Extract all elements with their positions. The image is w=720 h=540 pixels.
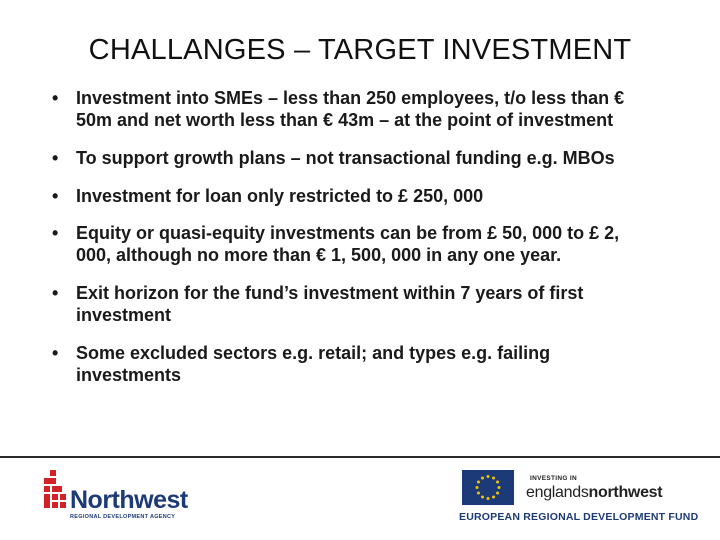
bullet-item bbox=[52, 282, 652, 326]
bullet-text: Investment into SMEs – less than 250 employees, t/o less than € 50m and net worth less than € 43m – at the point of investment bbox=[76, 88, 625, 130]
bullet-dot: • bbox=[52, 223, 59, 243]
eu-star-icon bbox=[492, 496, 495, 499]
eu-star-icon bbox=[481, 496, 484, 499]
footer-divider bbox=[0, 456, 720, 458]
bullet-item bbox=[52, 147, 652, 169]
northwest-rda-logo bbox=[44, 470, 188, 525]
bullet-item bbox=[52, 222, 652, 266]
eu-star-icon bbox=[477, 481, 480, 484]
eu-flag-icon bbox=[462, 470, 514, 505]
eu-star-icon bbox=[477, 492, 480, 495]
northwest-subtitle: REGIONAL DEVELOPMENT AGENCY bbox=[70, 514, 176, 520]
englands-northwest-wordmark bbox=[526, 484, 662, 502]
bullet-dot: • bbox=[52, 148, 59, 168]
northwest-mark-icon bbox=[44, 470, 70, 510]
slide-title: CHALLANGES – TARGET INVESTMENT bbox=[88, 34, 632, 66]
bullet-item bbox=[52, 87, 652, 131]
eu-star-icon bbox=[487, 497, 490, 500]
bullet-dot: • bbox=[52, 88, 59, 108]
eu-star-icon bbox=[492, 476, 495, 479]
bullet-text: Exit horizon for the fund’s investment within 7 years of first investment bbox=[76, 283, 584, 325]
bullet-text: Investment for loan only restricted to £ 250, 000 bbox=[76, 186, 484, 206]
bullet-text: To support growth plans – not transactional funding e.g. MBOs bbox=[76, 148, 615, 168]
eu-star-icon bbox=[476, 486, 479, 489]
eu-star-icon bbox=[496, 481, 499, 484]
eu-star-icon bbox=[481, 476, 484, 479]
northwest-text: northwest bbox=[588, 484, 663, 501]
erdf-label: EUROPEAN REGIONAL DEVELOPMENT FUND bbox=[459, 511, 699, 523]
eu-star-icon bbox=[498, 486, 501, 489]
eu-star-icon bbox=[496, 492, 499, 495]
bullet-dot: • bbox=[52, 343, 59, 363]
bullet-dot: • bbox=[52, 186, 59, 206]
englands-text: englands bbox=[526, 484, 589, 501]
bullet-text: Some excluded sectors e.g. retail; and types e.g. failing investments bbox=[76, 343, 551, 385]
bullet-dot: • bbox=[52, 283, 59, 303]
eu-star-icon bbox=[487, 475, 490, 478]
northwest-wordmark: Northwest bbox=[70, 486, 188, 514]
bullet-text: Equity or quasi-equity investments can be from £ 50, 000 to £ 2, 000, although no more than € 1, 500, 000 in any one year. bbox=[76, 223, 620, 265]
bullet-list bbox=[52, 87, 652, 386]
bullet-item bbox=[52, 185, 652, 207]
investing-in-label: INVESTING IN bbox=[530, 475, 577, 482]
bullet-item bbox=[52, 342, 652, 386]
